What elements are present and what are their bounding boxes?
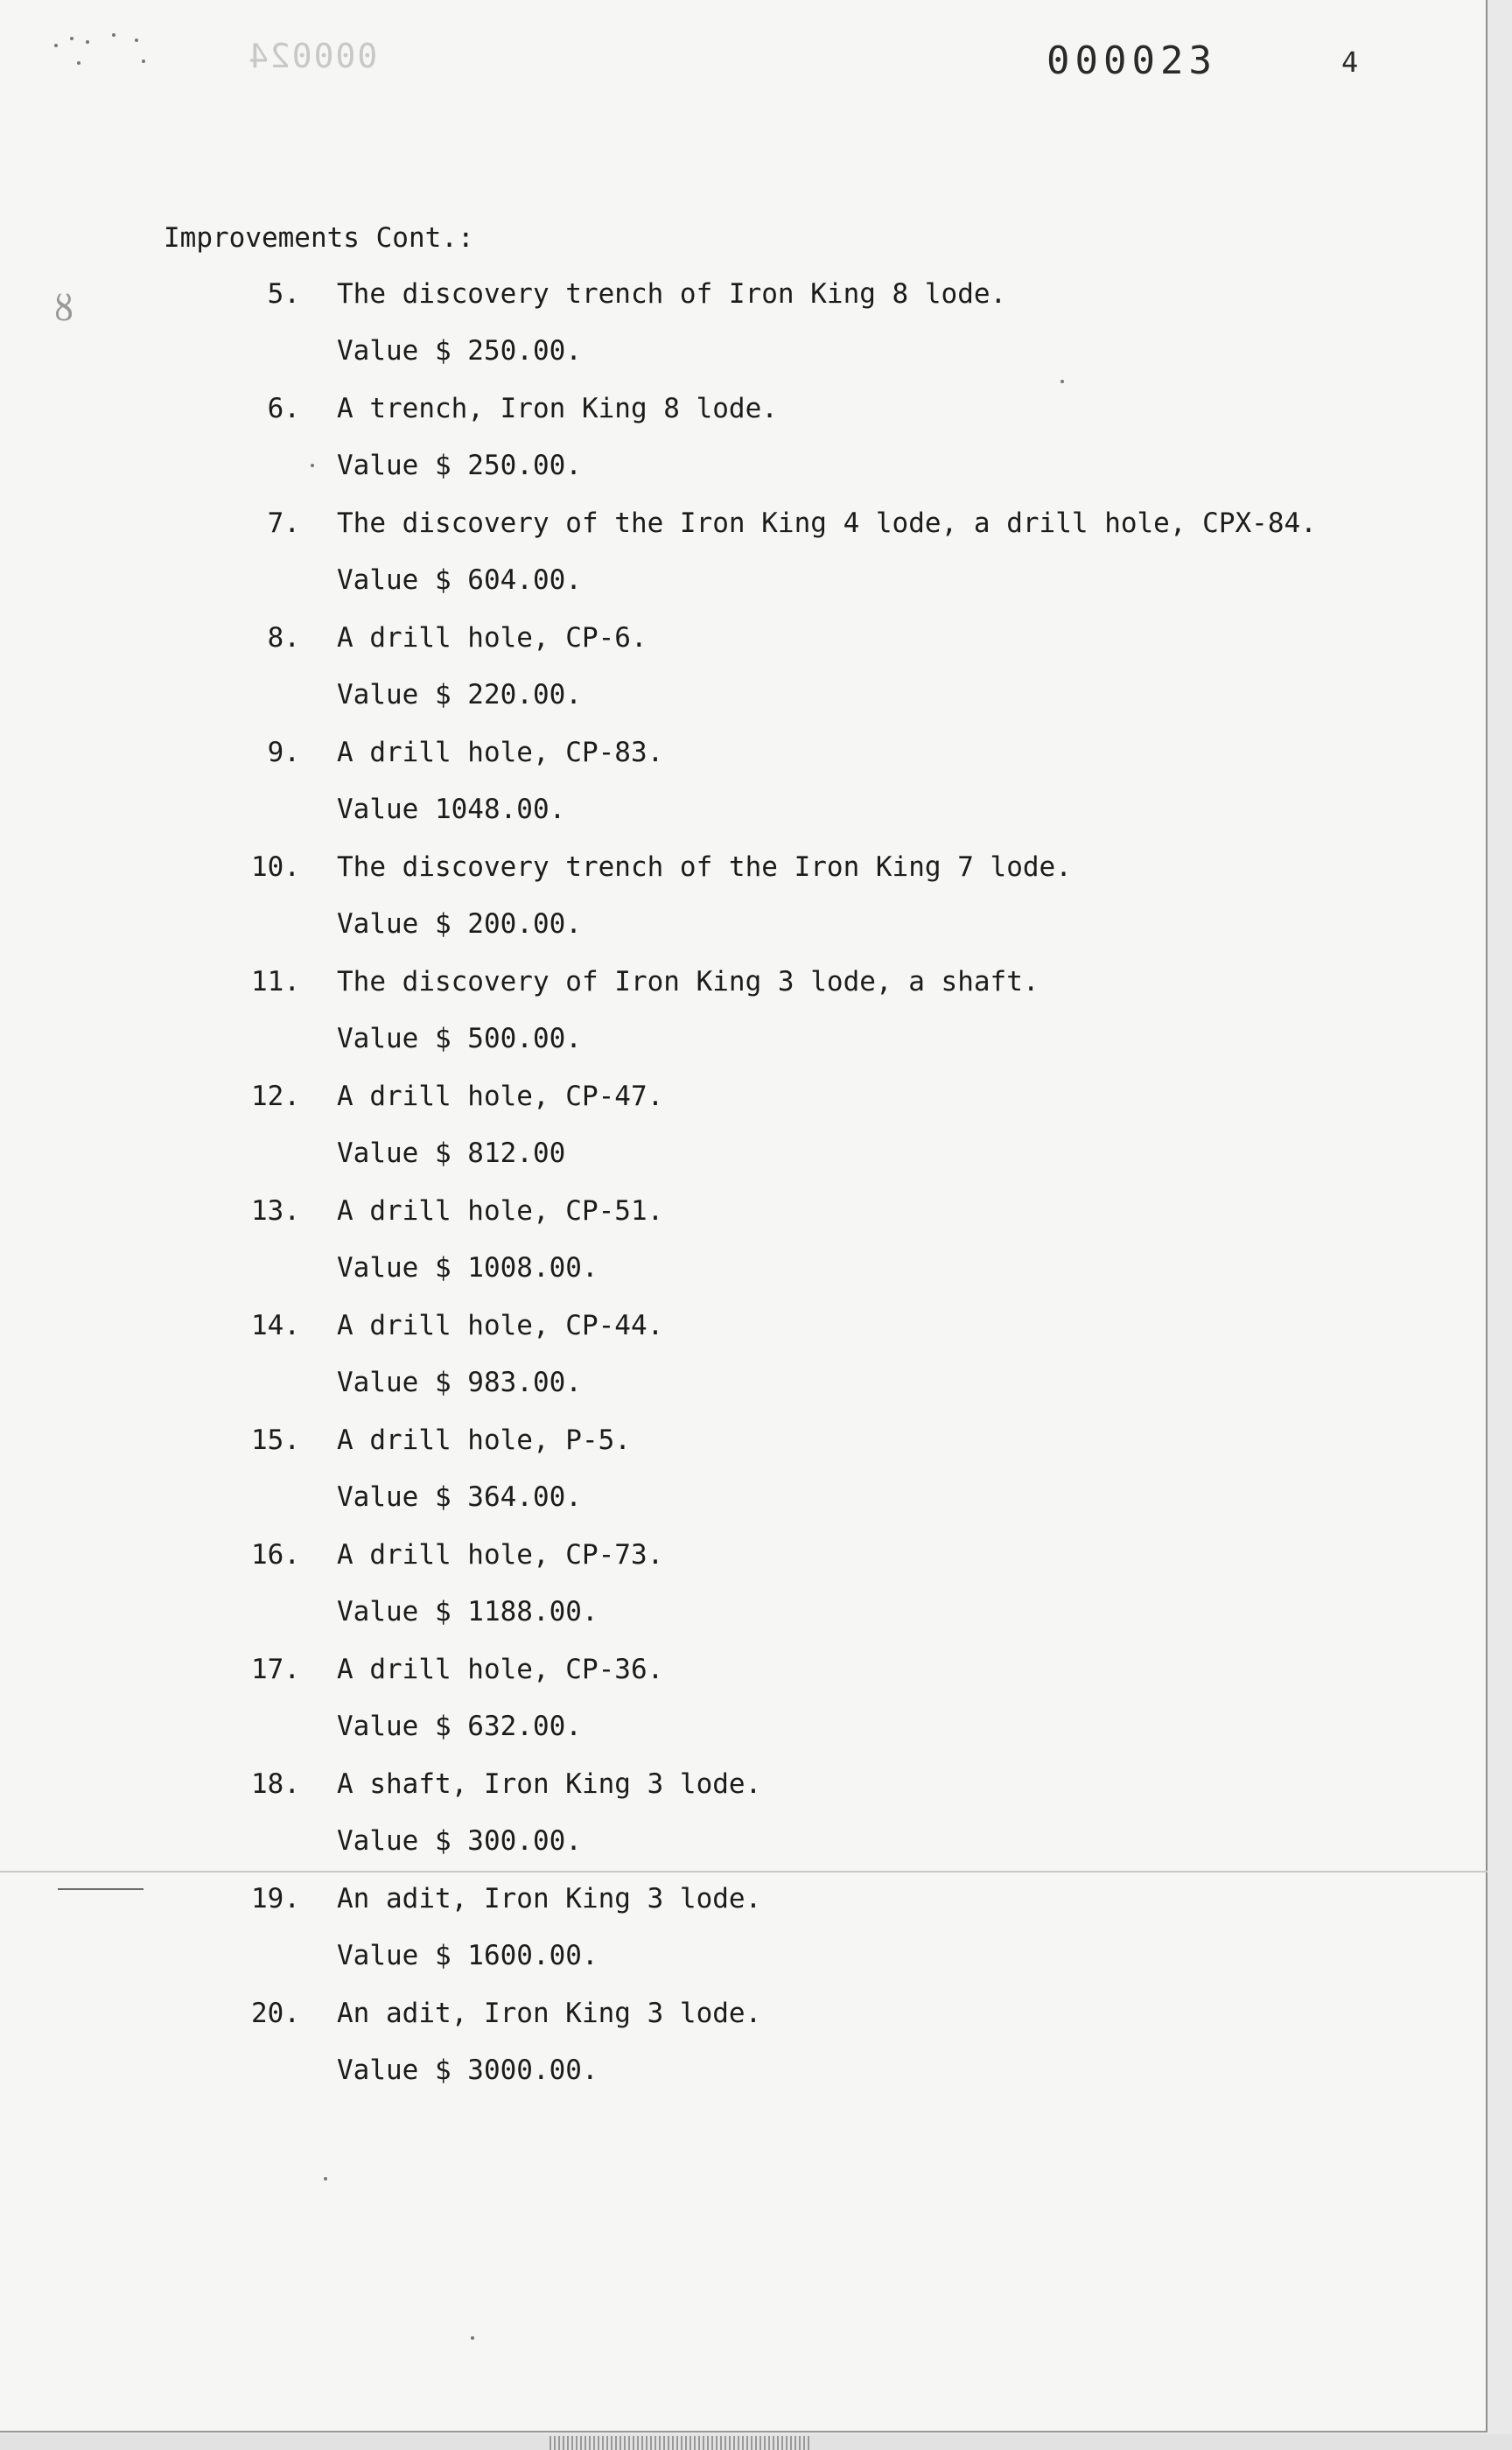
improvement-item: [0, 1768, 1488, 1883]
section-heading: Improvements Cont.:: [164, 222, 474, 254]
dust-speck: [311, 464, 314, 467]
item-value: Value $ 250.00.: [337, 450, 582, 481]
document-number: 000023: [1046, 38, 1217, 83]
item-value: Value $ 632.00.: [337, 1711, 582, 1742]
dust-speck: [471, 2336, 474, 2340]
item-description: An adit, Iron King 3 lode.: [337, 1883, 762, 1914]
item-value: Value $ 1008.00.: [337, 1252, 598, 1284]
item-description: A drill hole, CP-6.: [337, 622, 648, 654]
improvement-item: [0, 1424, 1488, 1539]
item-value: Value $ 1188.00.: [337, 1596, 598, 1628]
item-description: An adit, Iron King 3 lode.: [337, 1998, 762, 2029]
improvement-item: [0, 851, 1488, 966]
improvement-item: [0, 1883, 1488, 1998]
improvement-item: [0, 966, 1488, 1081]
item-number: 6.: [267, 393, 300, 424]
improvement-item: [0, 1998, 1488, 2112]
improvement-item: [0, 1310, 1488, 1424]
item-number: 10.: [251, 851, 300, 883]
item-description: A shaft, Iron King 3 lode.: [337, 1768, 762, 1800]
item-number: 11.: [251, 966, 300, 998]
dust-speck: [324, 2177, 327, 2180]
item-value: Value $ 3000.00.: [337, 2054, 598, 2086]
corner-smudge: [51, 24, 164, 77]
improvement-item: [0, 1081, 1488, 1195]
item-number: 12.: [251, 1081, 300, 1112]
item-value: Value $ 250.00.: [337, 335, 582, 367]
item-description: A drill hole, CP-73.: [337, 1539, 664, 1571]
item-description: The discovery trench of the Iron King 7 lode.: [337, 851, 1072, 883]
improvement-item: [0, 508, 1488, 622]
improvement-item: [0, 622, 1488, 737]
item-description: A drill hole, P-5.: [337, 1424, 631, 1456]
item-description: A drill hole, CP-47.: [337, 1081, 664, 1112]
item-value: Value $ 983.00.: [337, 1367, 582, 1398]
item-value: Value $ 220.00.: [337, 679, 582, 710]
item-description: The discovery of the Iron King 4 lode, a drill hole, CPX-84.: [337, 508, 1317, 539]
item-description: The discovery trench of Iron King 8 lode.: [337, 278, 1007, 310]
item-number: 16.: [251, 1539, 300, 1571]
item-number: 20.: [251, 1998, 300, 2029]
item-number: 9.: [267, 737, 300, 768]
page-fold-line: [0, 1871, 1488, 1872]
item-description: A drill hole, CP-51.: [337, 1195, 664, 1227]
item-number: 14.: [251, 1310, 300, 1341]
item-value: Value $ 200.00.: [337, 908, 582, 940]
item-value: Value $ 364.00.: [337, 1481, 582, 1513]
improvement-item: [0, 393, 1488, 508]
item-description: A drill hole, CP-83.: [337, 737, 664, 768]
item-description: A drill hole, CP-36.: [337, 1654, 664, 1685]
dust-speck: [1060, 380, 1064, 383]
item-number: 17.: [251, 1654, 300, 1685]
item-number: 18.: [251, 1768, 300, 1800]
bleed-through-number: 000024: [247, 37, 378, 75]
item-value: Value $ 812.00: [337, 1138, 566, 1169]
item-number: 7.: [267, 508, 300, 539]
item-number: 19.: [251, 1883, 300, 1914]
item-number: 15.: [251, 1424, 300, 1456]
item-value: Value $ 300.00.: [337, 1825, 582, 1857]
item-description: A trench, Iron King 8 lode.: [337, 393, 778, 424]
item-value: Value $ 1600.00.: [337, 1940, 598, 1971]
scan-edge-pattern: [550, 2436, 812, 2450]
margin-pencil-mark: ȣ: [54, 289, 74, 329]
improvement-item: [0, 278, 1488, 393]
item-number: 13.: [251, 1195, 300, 1227]
improvement-item: [0, 1654, 1488, 1768]
item-description: The discovery of Iron King 3 lode, a shaft.: [337, 966, 1040, 998]
item-value: Value $ 500.00.: [337, 1023, 582, 1054]
improvement-item: [0, 737, 1488, 851]
item-number: 8.: [267, 622, 300, 654]
improvement-item: [0, 1539, 1488, 1654]
item-description: A drill hole, CP-44.: [337, 1310, 664, 1341]
page-number: 4: [1341, 46, 1359, 79]
item-number: 5.: [267, 278, 300, 310]
item-value: Value $ 604.00.: [337, 564, 582, 596]
item-value: Value 1048.00.: [337, 794, 566, 825]
improvement-item: [0, 1195, 1488, 1310]
